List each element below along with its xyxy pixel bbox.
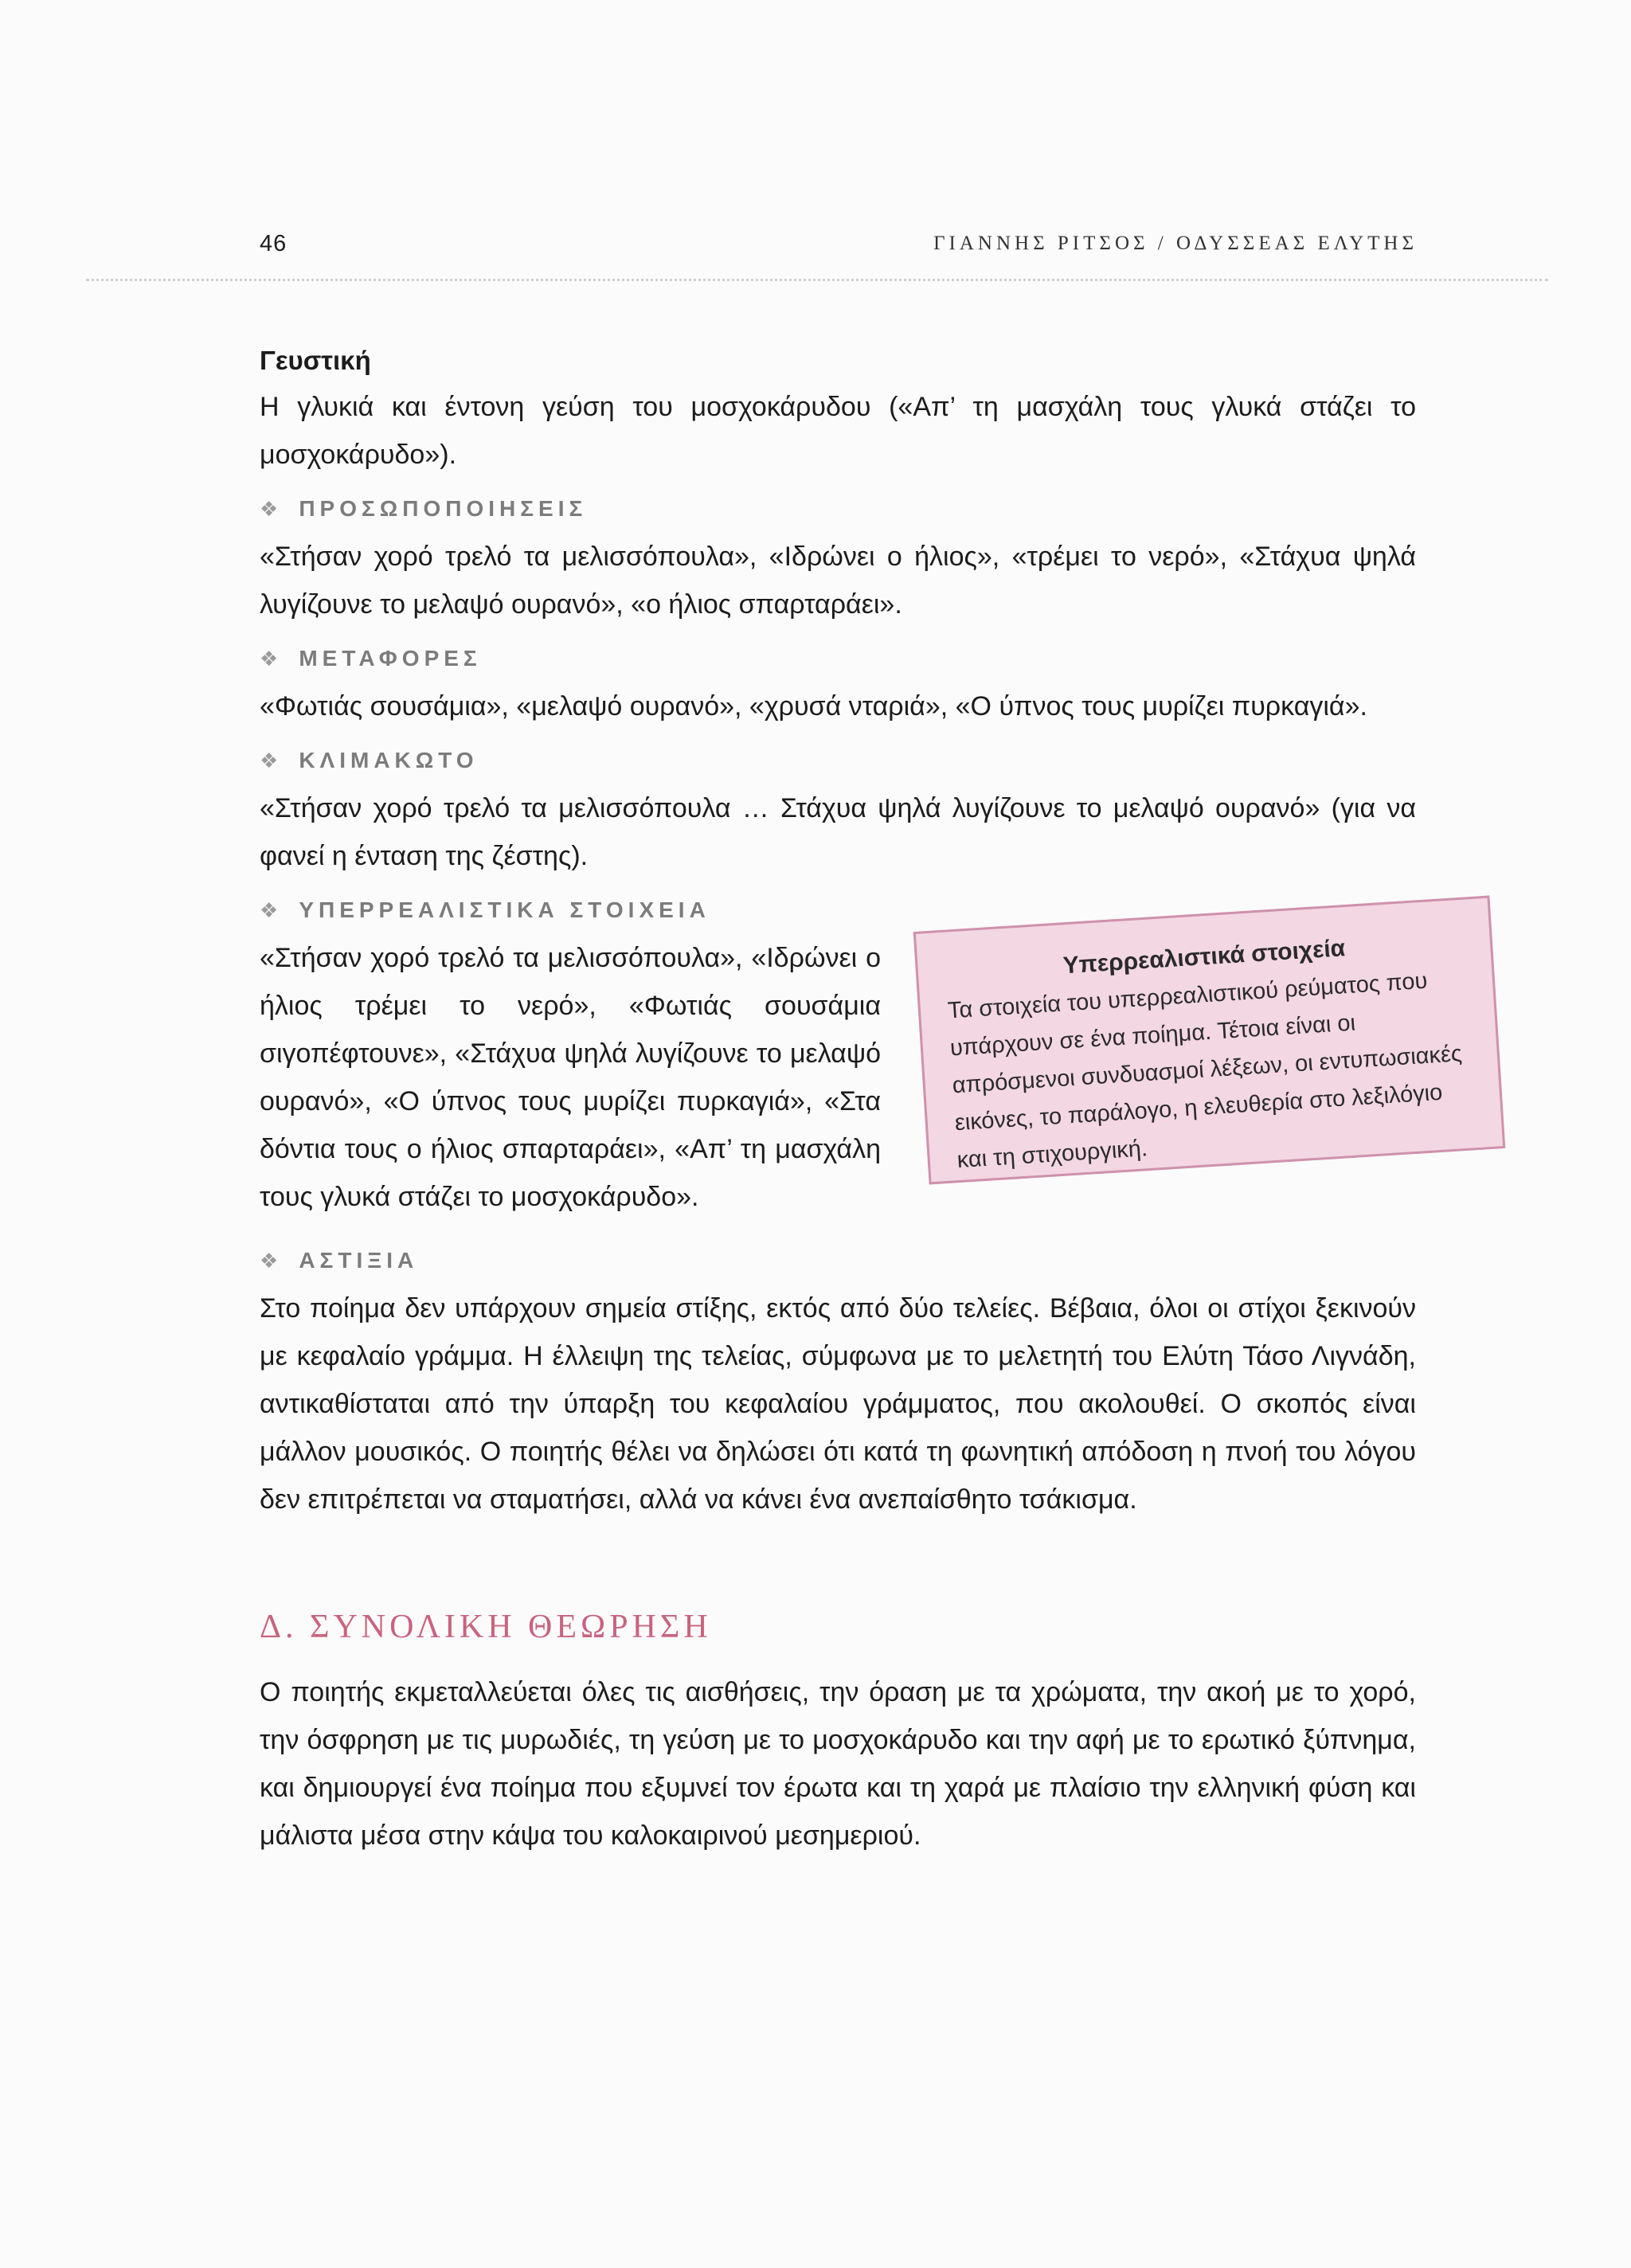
section-heading-metafores xyxy=(260,635,1416,682)
geustiki-heading: Γευστική xyxy=(260,346,371,375)
section-heading-klimakoto xyxy=(260,737,1416,784)
diamond-bullet-icon: ❖ xyxy=(260,1249,279,1273)
astixia-text: Στο ποίημα δεν υπάρχουν σημεία στίξης, εκτός από δύο τελείες. Βέβαια, όλοι οι στίχοι ξεκινούν με κεφαλαίο γράμμα. Η έλλειψη της τελείας, σύμφωνα με το μελετητή του Ελύτη Τάσο Λιγνάδη, αντικαθίσταται από την ύπαρξη του κεφαλαίου γράμματος, που ακολουθεί. Ο σκοπός είναι μάλλον μουσικός. Ο ποιητής θέλει να δηλώσει ότι κατά τη φωνητική απόδοση η πνοή του λόγου δεν επιτρέπεται να σταματήσει, αλλά να κάνει ένα ανεπαίσθητο τσάκισμα. xyxy=(260,1293,1416,1515)
klimakoto-heading: ΚΛΙΜΑΚΩΤΟ xyxy=(299,748,479,772)
geustiki-text: Η γλυκιά και έντονη γεύση του μοσχοκάρυδου («Απ’ τη μασχάλη τους γλυκά στάζει το μοσχοκάρυδο»). xyxy=(260,392,1416,470)
prosopopoiiseis-text: «Στήσαν χορό τρελό τα μελισσόπουλα», «Ιδρώνει ο ήλιος», «τρέμει το νερό», «Στάχυα ψηλά λυγίζουνε το μελαψό ουρανό», «ο ήλιος σπαρταράει». xyxy=(260,542,1416,620)
diamond-bullet-icon: ❖ xyxy=(260,898,279,922)
surrealism-block xyxy=(260,886,1463,1230)
synoliki-title: Δ. ΣΥΝΟΛΙΚΗ ΘΕΩΡΗΣΗ xyxy=(260,1609,712,1645)
metafores-heading: ΜΕΤΑΦΟΡΕΣ xyxy=(299,646,482,671)
section-heading-prosopopoiiseis xyxy=(260,485,1416,533)
metafores-text: «Φωτιάς σουσάμια», «μελαψό ουρανό», «χρυσά νταριά», «Ο ύπνος τους μυρίζει πυρκαγιά». xyxy=(260,691,1367,721)
diamond-bullet-icon: ❖ xyxy=(260,497,279,521)
astixia-heading: ΑΣΤΙΞΙΑ xyxy=(299,1248,419,1273)
section-heading-astixia xyxy=(260,1237,1416,1285)
callout-text: Τα στοιχεία του υπερρεαλιστικού ρεύματος που υπάρχουν σε ένα ποίημα. Τέτοια είναι οι απρόσμενοι συνδυασμοί λέξεων, οι εντυπωσιακές εικόνες, το παράλογο, η ελευθερία στο λεξιλόγιο και τη στιχουργική. xyxy=(947,968,1463,1174)
yperrealistika-heading: ΥΠΕΡΡΕΑΛΙΣΤΙΚΑ ΣΤΟΙΧΕΙΑ xyxy=(299,897,710,922)
running-head: ΓΙΑΝΝΗΣ ΡΙΤΣΟΣ / ΟΔΥΣΣΕΑΣ ΕΛΥΤΗΣ xyxy=(933,233,1418,254)
callout-title: Υπερρεαλιστικά στοιχεία xyxy=(1062,935,1347,980)
diamond-bullet-icon: ❖ xyxy=(260,647,279,671)
page-number: 46 xyxy=(260,231,287,256)
definition-callout-box xyxy=(913,896,1506,1185)
synoliki-text: Ο ποιητής εκμεταλλεύεται όλες τις αισθήσεις, την όραση με τα χρώματα, την ακοή με το χορό, την όσφρηση με τις μυρωδιές, τη γεύση με το μοσχοκάρυδο και την αφή με το ερωτικό ξύπνημα, και δημιουργεί ένα ποίημα που εξυμνεί τον έρωτα και τη χαρά με πλαίσιο την ελληνική φύση και μάλιστα μέσα στην κάψα του καλοκαιρινού μεσημεριού. xyxy=(260,1677,1416,1851)
klimakoto-text: «Στήσαν χορό τρελό τα μελισσόπουλα … Στάχυα ψηλά λυγίζουνε το μελαψό ουρανό» (για να φανεί η ένταση της ζέστης). xyxy=(260,793,1416,871)
yperrealistika-text: «Στήσαν χορό τρελό τα μελισσόπουλα», «Ιδρώνει ο ήλιος τρέμει το νερό», «Φωτιάς σουσάμια σιγοπέφτουνε», «Στάχυα ψηλά λυγίζουνε το μελαψό ουρανό», «Ο ύπνος τους μυρίζει πυρκαγιά», «Στα δόντια τους ο ήλιος σπαρταράει», «Απ’ τη μασχάλη τους γλυκά στάζει το μοσχοκάρυδο». xyxy=(260,943,881,1212)
main-content xyxy=(260,338,1463,1859)
prosopopoiiseis-heading: ΠΡΟΣΩΠΟΠΟΙΗΣΕΙΣ xyxy=(299,496,588,521)
header-rule xyxy=(86,279,1548,281)
diamond-bullet-icon: ❖ xyxy=(260,749,279,772)
